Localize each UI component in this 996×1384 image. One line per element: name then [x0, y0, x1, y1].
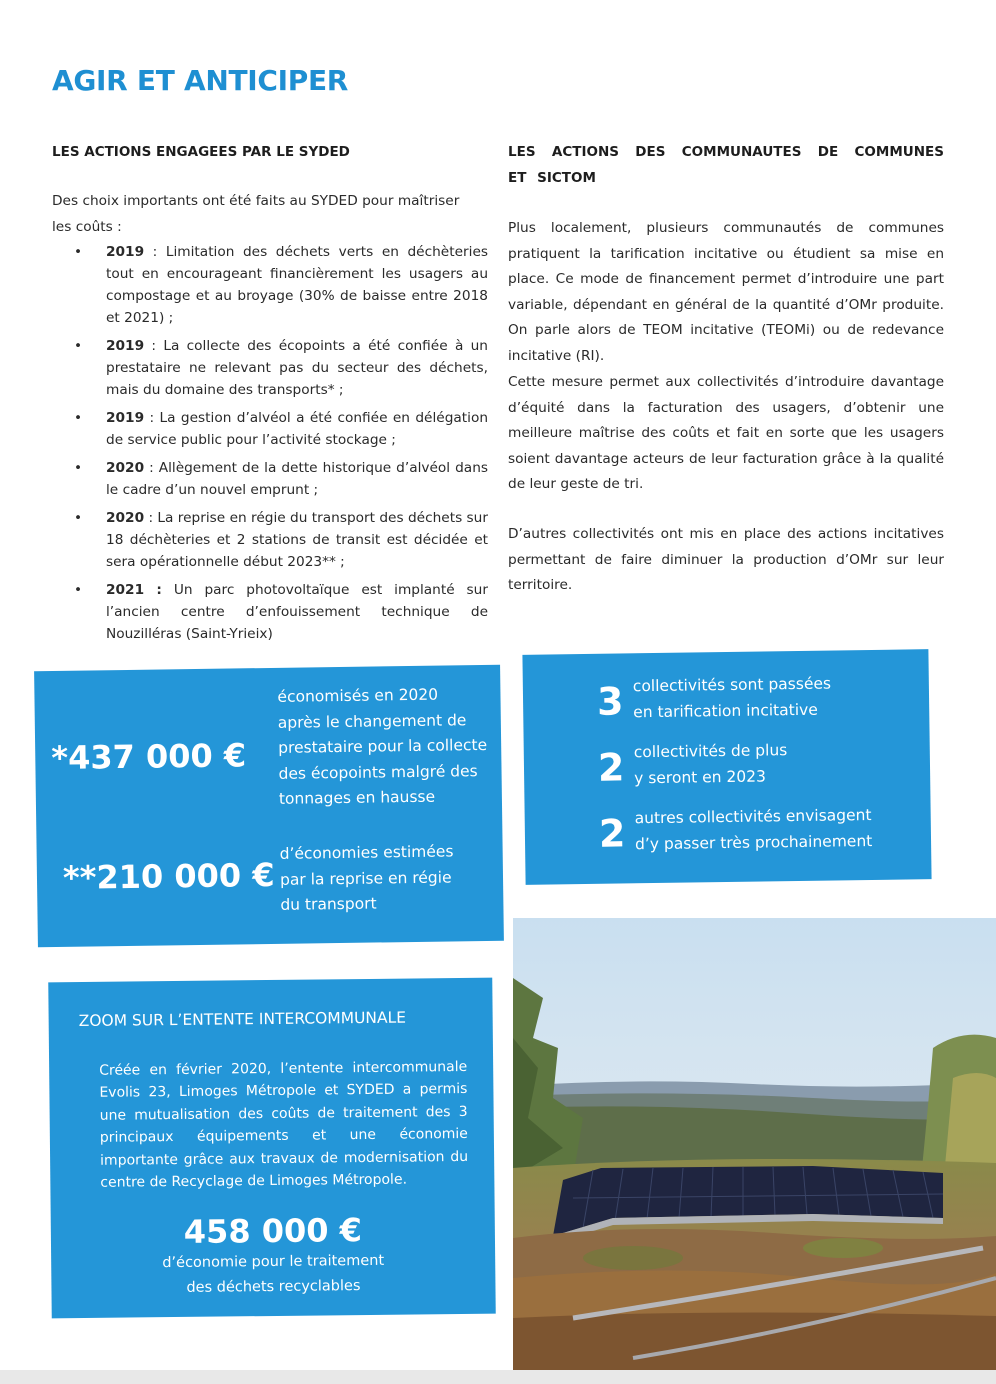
zoom-box: [48, 978, 495, 1319]
zoom-heading: ZOOM SUR L’ENTENTE INTERCOMMUNALE: [78, 1008, 407, 1031]
desc-line: par la reprise en régie: [279, 868, 452, 889]
desc-line: économisés en 2020: [277, 685, 439, 706]
page-title: AGIR ET ANTICIPER: [52, 64, 349, 97]
right-para-1: Plus localement, plusieurs communautés de communes pratiquent la tarification incitative ou étudient sa mise en place. Ce mode de financement permet d’introduire une part variable, dépendant en général de la quantité d’OMr produite. On parle alors de TEOM incitative (TEOMi) ou de redevance incitative (RI).: [508, 220, 944, 364]
desc-line: prestataire pour la collecte: [278, 736, 488, 758]
amount-458000: 458 000 €: [183, 1211, 363, 1251]
stat-line: collectivités sont passées: [632, 674, 832, 696]
page-bottom-bar: [0, 1370, 996, 1384]
stat-text: [635, 802, 873, 857]
savings-desc-2: [280, 839, 501, 919]
stats-box: [522, 649, 931, 885]
right-heading: LES ACTIONS DES COMMUNAUTES DE COMMUNES ET SICTOM: [508, 144, 944, 186]
right-para-2: Cette mesure permet aux collectivités d’introduire davantage d’équité dans la facturation des usagers, d’obtenir une meilleure maîtrise des coûts et fait en sorte que les usagers soient davantage acteurs de leur facturation grâce à la qualité de leur geste de tri.: [508, 374, 944, 493]
savings-desc-1: [277, 682, 499, 813]
stat-line: autres collectivités envisagent: [634, 805, 872, 828]
bullet-icon: •: [74, 410, 83, 426]
list-item: [52, 407, 488, 451]
stat-text: [634, 737, 788, 791]
stat-line: en tarification incitative: [633, 700, 818, 722]
stat-line: y seront en 2023: [634, 767, 767, 788]
item-text: : La reprise en régie du transport des déchets sur 18 déchèteries et 2 stations de transit est décidée et sera opérationnelle début 2023** ;: [106, 510, 488, 570]
amount-210000: **210 000 €: [62, 855, 275, 897]
stat-number: 3: [596, 679, 624, 724]
caption-line: des déchets recyclables: [186, 1278, 361, 1296]
stat-line: collectivités de plus: [633, 741, 788, 762]
bullet-icon: •: [74, 338, 83, 354]
list-item: [52, 457, 488, 501]
bullet-icon: •: [74, 244, 83, 260]
solar-panel-photo: [513, 918, 996, 1370]
item-year: 2019: [106, 338, 145, 354]
caption-line: d’économie pour le traitement: [162, 1252, 385, 1272]
amount-437000: *437 000 €: [51, 736, 247, 778]
list-item: [52, 335, 488, 401]
list-item: [52, 241, 488, 329]
stat-number: 2: [598, 811, 626, 856]
list-item: [52, 507, 488, 573]
item-text: : Limitation des déchets verts en déchèteries tout en encourageant financièrement les usagers au compostage et au broyage (30% de baisse entre 2018 et 2021) ;: [106, 244, 488, 326]
item-text: : La collecte des écopoints a été confiée à un prestataire ne relevant pas du secteur des déchets, mais du domaine des transports* ;: [106, 338, 488, 398]
item-year: 2019: [106, 244, 145, 260]
list-item: [52, 579, 488, 645]
right-para-3: D’autres collectivités ont mis en place des actions incitatives permettant de faire diminuer la production d’OMr sur leur territoire.: [508, 526, 944, 594]
item-text: Un parc photovoltaïque est implanté sur l’ancien centre d’enfouissement technique de Nouzilléras (Saint-Yrieix): [106, 582, 488, 642]
item-year: 2019: [106, 410, 145, 426]
desc-line: du transport: [280, 894, 377, 915]
left-intro-line1: Des choix importants ont été faits au SYDED pour maîtriser: [52, 193, 460, 209]
stat-line: d’y passer très prochainement: [634, 831, 873, 854]
stat-text: [633, 671, 832, 726]
item-text: : Allègement de la dette historique d’alvéol dans le cadre d’un nouvel emprunt ;: [106, 460, 488, 498]
bullet-icon: •: [74, 582, 83, 598]
item-text: : La gestion d’alvéol a été confiée en délégation de service public pour l’activité stockage ;: [106, 410, 488, 448]
zoom-caption: [51, 1248, 495, 1303]
bullet-icon: •: [74, 460, 83, 476]
desc-line: des écopoints malgré des: [278, 761, 478, 783]
desc-line: tonnages en hausse: [278, 788, 436, 809]
left-intro-line2: les coûts :: [52, 218, 122, 235]
bullet-icon: •: [74, 510, 83, 526]
left-heading: LES ACTIONS ENGAGEES PAR LE SYDED: [52, 144, 350, 160]
item-year: 2021 :: [106, 582, 162, 598]
item-year: 2020: [106, 510, 145, 526]
zoom-text: Créée en février 2020, l’entente intercommunale Evolis 23, Limoges Métropole et SYDED a permis une mutualisation des coûts de traitement des 3 principaux équipements et une économie importante grâce aux travaux de modernisation du centre de Recyclage de Limoges Métropole.: [99, 1058, 469, 1191]
left-intro: [52, 189, 488, 240]
desc-line: d’économies estimées: [279, 842, 454, 863]
stat-number: 2: [597, 745, 625, 790]
item-year: 2020: [106, 460, 145, 476]
action-list: [52, 241, 488, 651]
desc-line: après le changement de: [277, 710, 467, 732]
savings-box: [34, 665, 504, 947]
